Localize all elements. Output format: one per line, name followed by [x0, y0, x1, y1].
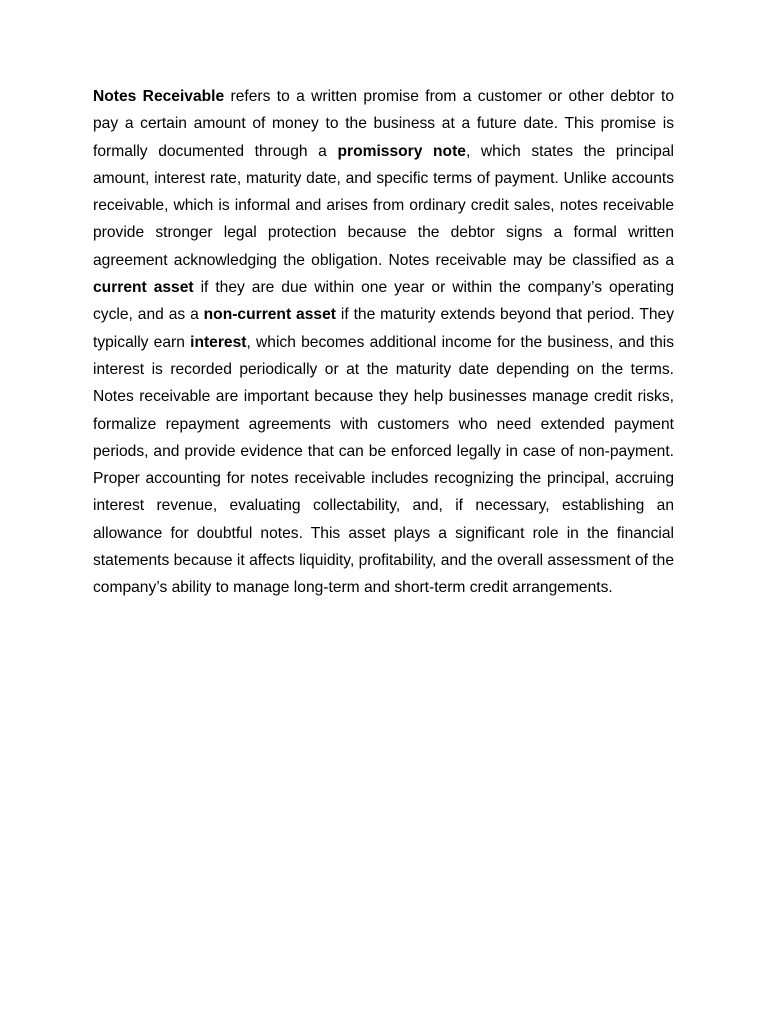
paragraph-text: if they are due within one year or within the company’s operating cycle, and as a	[93, 279, 674, 324]
paragraph-text: refers to a written promise from a customer or other debtor to pay a certain amount of money to the business at a future date. This promise is formally documented through a	[93, 88, 674, 160]
term-interest: interest	[190, 333, 247, 351]
body-paragraph	[93, 83, 674, 602]
term-notes-receivable: Notes Receivable	[93, 88, 225, 105]
term-non-current-asset: non-current asset	[203, 306, 336, 324]
paragraph-text: , which states the principal amount, interest rate, maturity date, and specific terms of payment. Unlike accounts receivable, which is informal and arises from ordinary credit sales, notes receivable provide stronger legal protection because the debtor signs a formal written agreement acknowledging the obligation. Notes receivable may be classified as a	[93, 142, 674, 269]
term-current-asset: current asset	[93, 279, 194, 297]
paragraph-text: , which becomes additional income for the business, and this interest is recorded periodically or at the maturity date depending on the terms. Notes receivable are important because they help businesses manage credit risks, formalize repayment agreements with customers who need extended payment periods, and provide evidence that can be enforced legally in case of non-payment. Proper accounting for notes receivable includes recognizing the principal, accruing interest revenue, evaluating collectability, and, if necessary, establishing an allowance for doubtful notes. This asset plays a significant role in the financial statements because it affects liquidity, profitability, and the overall assessment of the company’s ability to manage long-term and short-term credit arrangements.	[93, 333, 675, 597]
term-promissory-note: promissory note	[337, 142, 466, 160]
paragraph-text: if the maturity extends beyond that period. They typically earn	[93, 306, 674, 351]
